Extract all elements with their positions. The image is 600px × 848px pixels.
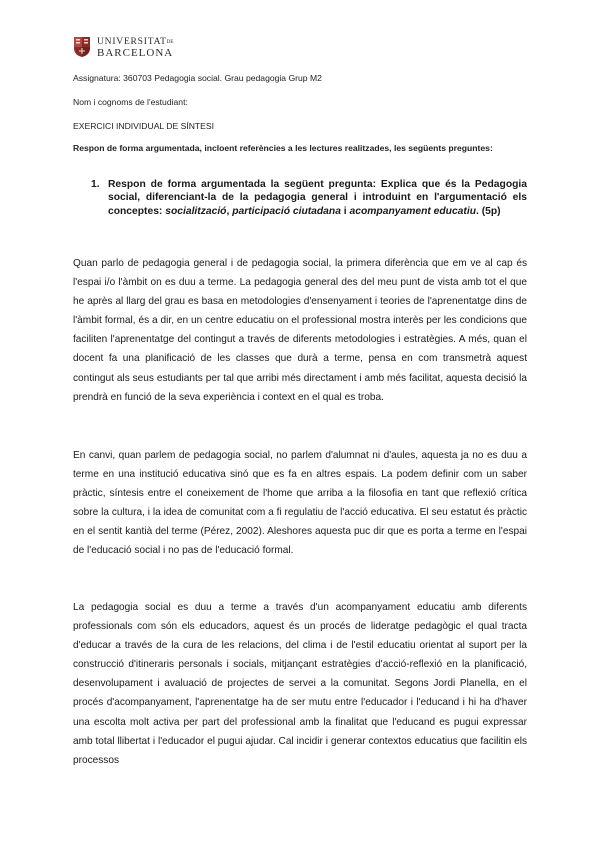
question-separator: , bbox=[226, 205, 233, 217]
instructions: Respon de forma argumentada, incloent referències a les lectures realitzades, les següents preguntes: bbox=[73, 143, 493, 153]
paragraph-1: Quan parlo de pedagogia general i de pedagogia social, la primera diferència que em ve al cap és l'espai i/o l'àmbit on es duu a terme. La pedagogia general des del meu punt de vista amb tot el que he après al llarg del grau es basa en metodologies d'ensenyament i teories de l'aprenentatge dins de l'àmbit formal, és a dir, en un centre educatiu on el professional mostra interès per les condicions que faciliten l'aprenentatge del contingut a través de diferents metodologies i estratègies. A més, quan el docent fa una planificació de les classes que durà a terme, pensa en com transmetrà aquest contingut als seus estudiants per tal que arribi més directament i amb més facilitat, aquesta decisió la prendrà en funció de la seva experiència i context en el qual es troba. bbox=[73, 258, 527, 403]
logo-line1: UNIVERSITAT bbox=[97, 36, 167, 47]
logo-line2: BARCELONA bbox=[97, 46, 174, 59]
logo-line1-suffix: DE bbox=[166, 39, 174, 45]
university-name bbox=[97, 37, 173, 58]
exercise-title: EXERCICI INDIVIDUAL DE SÍNTESI bbox=[73, 121, 215, 131]
university-logo bbox=[73, 36, 173, 58]
paragraph-3: La pedagogia social es duu a terme a través d'un acompanyament educatiu amb diferents professionals com són els educadors, aquest és un procés de lideratge pedagògic el qual tracta d'educar a través de la cura de les relacions, del clima i de l'estil educatiu orientat al suport per la construcció d'itineraris personals i socials, mitjançant estratègies d'acció-reflexió en la planificació, desenvolupament i avaluació de projectes de servei a la comunitat. Segons Jordi Planella, en el procés d'acompanyament, l'aprenentatge ha de ser mutu entre l'educador i l'educand i hi ha d'haver una escolta molt activa per part del professional amb la finalitat que l'educand es pugui expressar amb total llibertat i l'educador el pugui ajudar. Cal incidir i generar contextos educatius que facilitin els processos bbox=[73, 602, 527, 766]
student-name-line: Nom i cognoms de l'estudiant: bbox=[73, 97, 188, 107]
question-number: 1. bbox=[91, 179, 100, 190]
concept-acompanyament: acompanyament educatiu bbox=[349, 205, 476, 217]
question-separator: i bbox=[340, 205, 350, 217]
paragraph-2: En canvi, quan parlem de pedagogia social, no parlem d'alumnat ni d'aules, aquesta ja no es duu a terme en una institució educativa sinó que es fa en altres espais. La podem definir com un saber pràctic, síntesis entre el coneixement de l'home que arriba a la filosofia en tant que reflexió crítica sobre la cultura, i la idea de comunitat com a fi regulatiu de l'acció educativa. El seu estatut és pràctic en el sentit kantià del terme (Pérez, 2002). Aleshores aquesta puc dir que es porta a terme en l'espai de l'educació social i no pas de l'educació formal. bbox=[73, 450, 527, 557]
question-points: . (5p) bbox=[476, 205, 501, 217]
university-shield-icon bbox=[73, 36, 91, 58]
subject-line: Assignatura: 360703 Pedagogia social. Grau pedagogia Grup M2 bbox=[73, 73, 322, 83]
question-item bbox=[91, 178, 527, 218]
concept-socialitzacio: socialització bbox=[165, 205, 227, 217]
question-text: Respon de forma argumentada la següent pregunta: Explica que és la Pedagogia social, diferenciant-la de la pedagogia general i introduint en l'argumentació els conceptes: bbox=[108, 179, 527, 217]
concept-participacio: participació ciutadana bbox=[232, 205, 341, 217]
